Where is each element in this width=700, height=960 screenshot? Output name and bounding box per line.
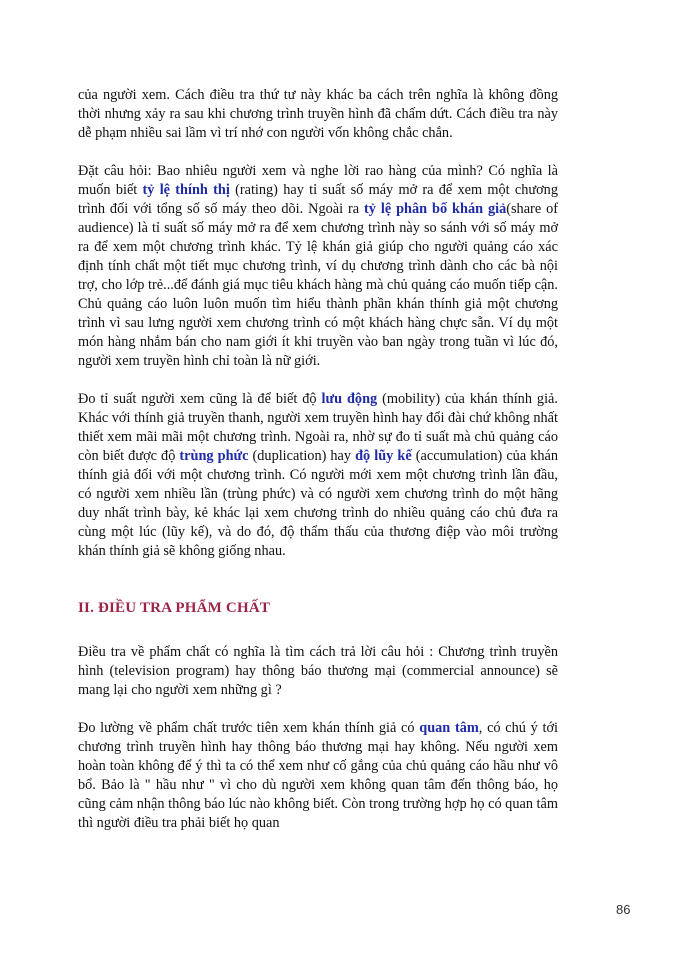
- text-run: Đo tỉ suất người xem cũng là để biết độ: [78, 391, 322, 407]
- page-number: 86: [616, 902, 631, 917]
- section-heading: II. ĐIỀU TRA PHẨM CHẤT: [78, 600, 271, 616]
- text-run: (accumulation) của khán thính giả đối với một chương trình. Có người mới xem một chương trình lần đầu, có người xem nhiều lần (trùng phức) và có người xem chương trình do một hãng duy nhất trình bày, kẻ khác lại xem chương trình do nhiều quảng cáo chủ đưa ra cùng một lúc (lũy kế), và do đó, độ thẩm thấu của thương điệp vào môi trường khán thính giả sẽ không giống nhau.: [78, 448, 559, 559]
- text-run: (duplication) hay: [248, 448, 356, 464]
- term-duplication: trùng phức: [179, 448, 249, 464]
- text-run: Đặt câu hỏi: Bao nhiêu người xem và nghe lời rao hàng của mình? Có nghĩa là muốn biết: [78, 163, 558, 198]
- term-mobility: lưu động: [321, 391, 378, 407]
- paragraph-quality-definition: Điều tra về phẩm chất có nghĩa là tìm cách trả lời câu hỏi : Chương trình truyền hình (television program) hay thông báo thương mại (commercial announce) sẽ mang lại cho người xem những gì ?: [78, 644, 558, 698]
- text-run: , có chú ý tới chương trình truyền hình hay thông báo thương mại hay không. Nếu người xem hoàn toàn không để ý thì ta có thể xem như cố gắng của chủ quảng cáo hầu như vô bổ. Bảo là " hầu như " vì cho dù người xem không quan tâm đến thông báo, họ cũng cảm nhận thông báo lúc nào không biết. Còn trong trường hợp họ có quan tâm thì người điều tra phải biết họ quan: [78, 720, 559, 831]
- paragraph-rating: [78, 162, 558, 371]
- text-run: Đo lường về phẩm chất trước tiên xem khán thính giả có: [78, 720, 420, 736]
- term-rating: tỷ lệ thính thị: [142, 182, 230, 198]
- paragraph-mobility: [78, 390, 558, 561]
- text-run: (rating) hay tỉ suất số máy mở ra để xem một chương trình đối với tổng số số máy theo dõi. Ngoài ra: [78, 182, 558, 217]
- paragraph-attention: [78, 719, 558, 833]
- term-attention: quan tâm: [419, 720, 479, 736]
- paragraph-survey-method: của người xem. Cách điều tra thứ tư này khác ba cách trên nghĩa là không đồng thời nhưng xảy ra sau khi chương trình truyền hình đã chấm dứt. Cách điều tra này dễ phạm nhiều sai lầm vì trí nhớ con người vốn không chắc chắn.: [78, 87, 558, 141]
- text-run: (share of audience) là tỉ suất số máy mở ra để xem chương trình này so sánh với số máy mở ra để xem một chương trình khác. Tỷ lệ khán giả giúp cho người quảng cáo xác định tính chất một tiết mục chương trình, ví dụ chương trình dành cho các bà nội trợ, cho lớp trẻ...để đánh giá mục tiêu khách hàng mà chủ quảng cáo muốn tiếp cận. Chủ quảng cáo luôn luôn muốn tìm hiểu thành phần khán thính giả một chương trình vì sau lưng người xem chương trình có một khách hàng chực sẵn. Ví dụ một món hàng nhắm bán cho nam giới ít khi truyền vào ban ngày trong tuần vì lúc đó, người xem truyền hình chỉ toàn là nữ giới.: [78, 201, 558, 369]
- text-run: (mobility) của khán thính giả. Khác với thính giả truyền thanh, người xem truyền hình hay đổi đài chứ không nhất thiết xem mãi mãi một chương trình. Ngoài ra, nhờ sự đo tỉ suất mà chủ quảng cáo còn biết được độ: [78, 391, 558, 464]
- document-page: [78, 86, 558, 852]
- term-share-of-audience: tỷ lệ phân bố khán giả: [364, 201, 507, 217]
- term-accumulation: độ lũy kế: [355, 448, 412, 464]
